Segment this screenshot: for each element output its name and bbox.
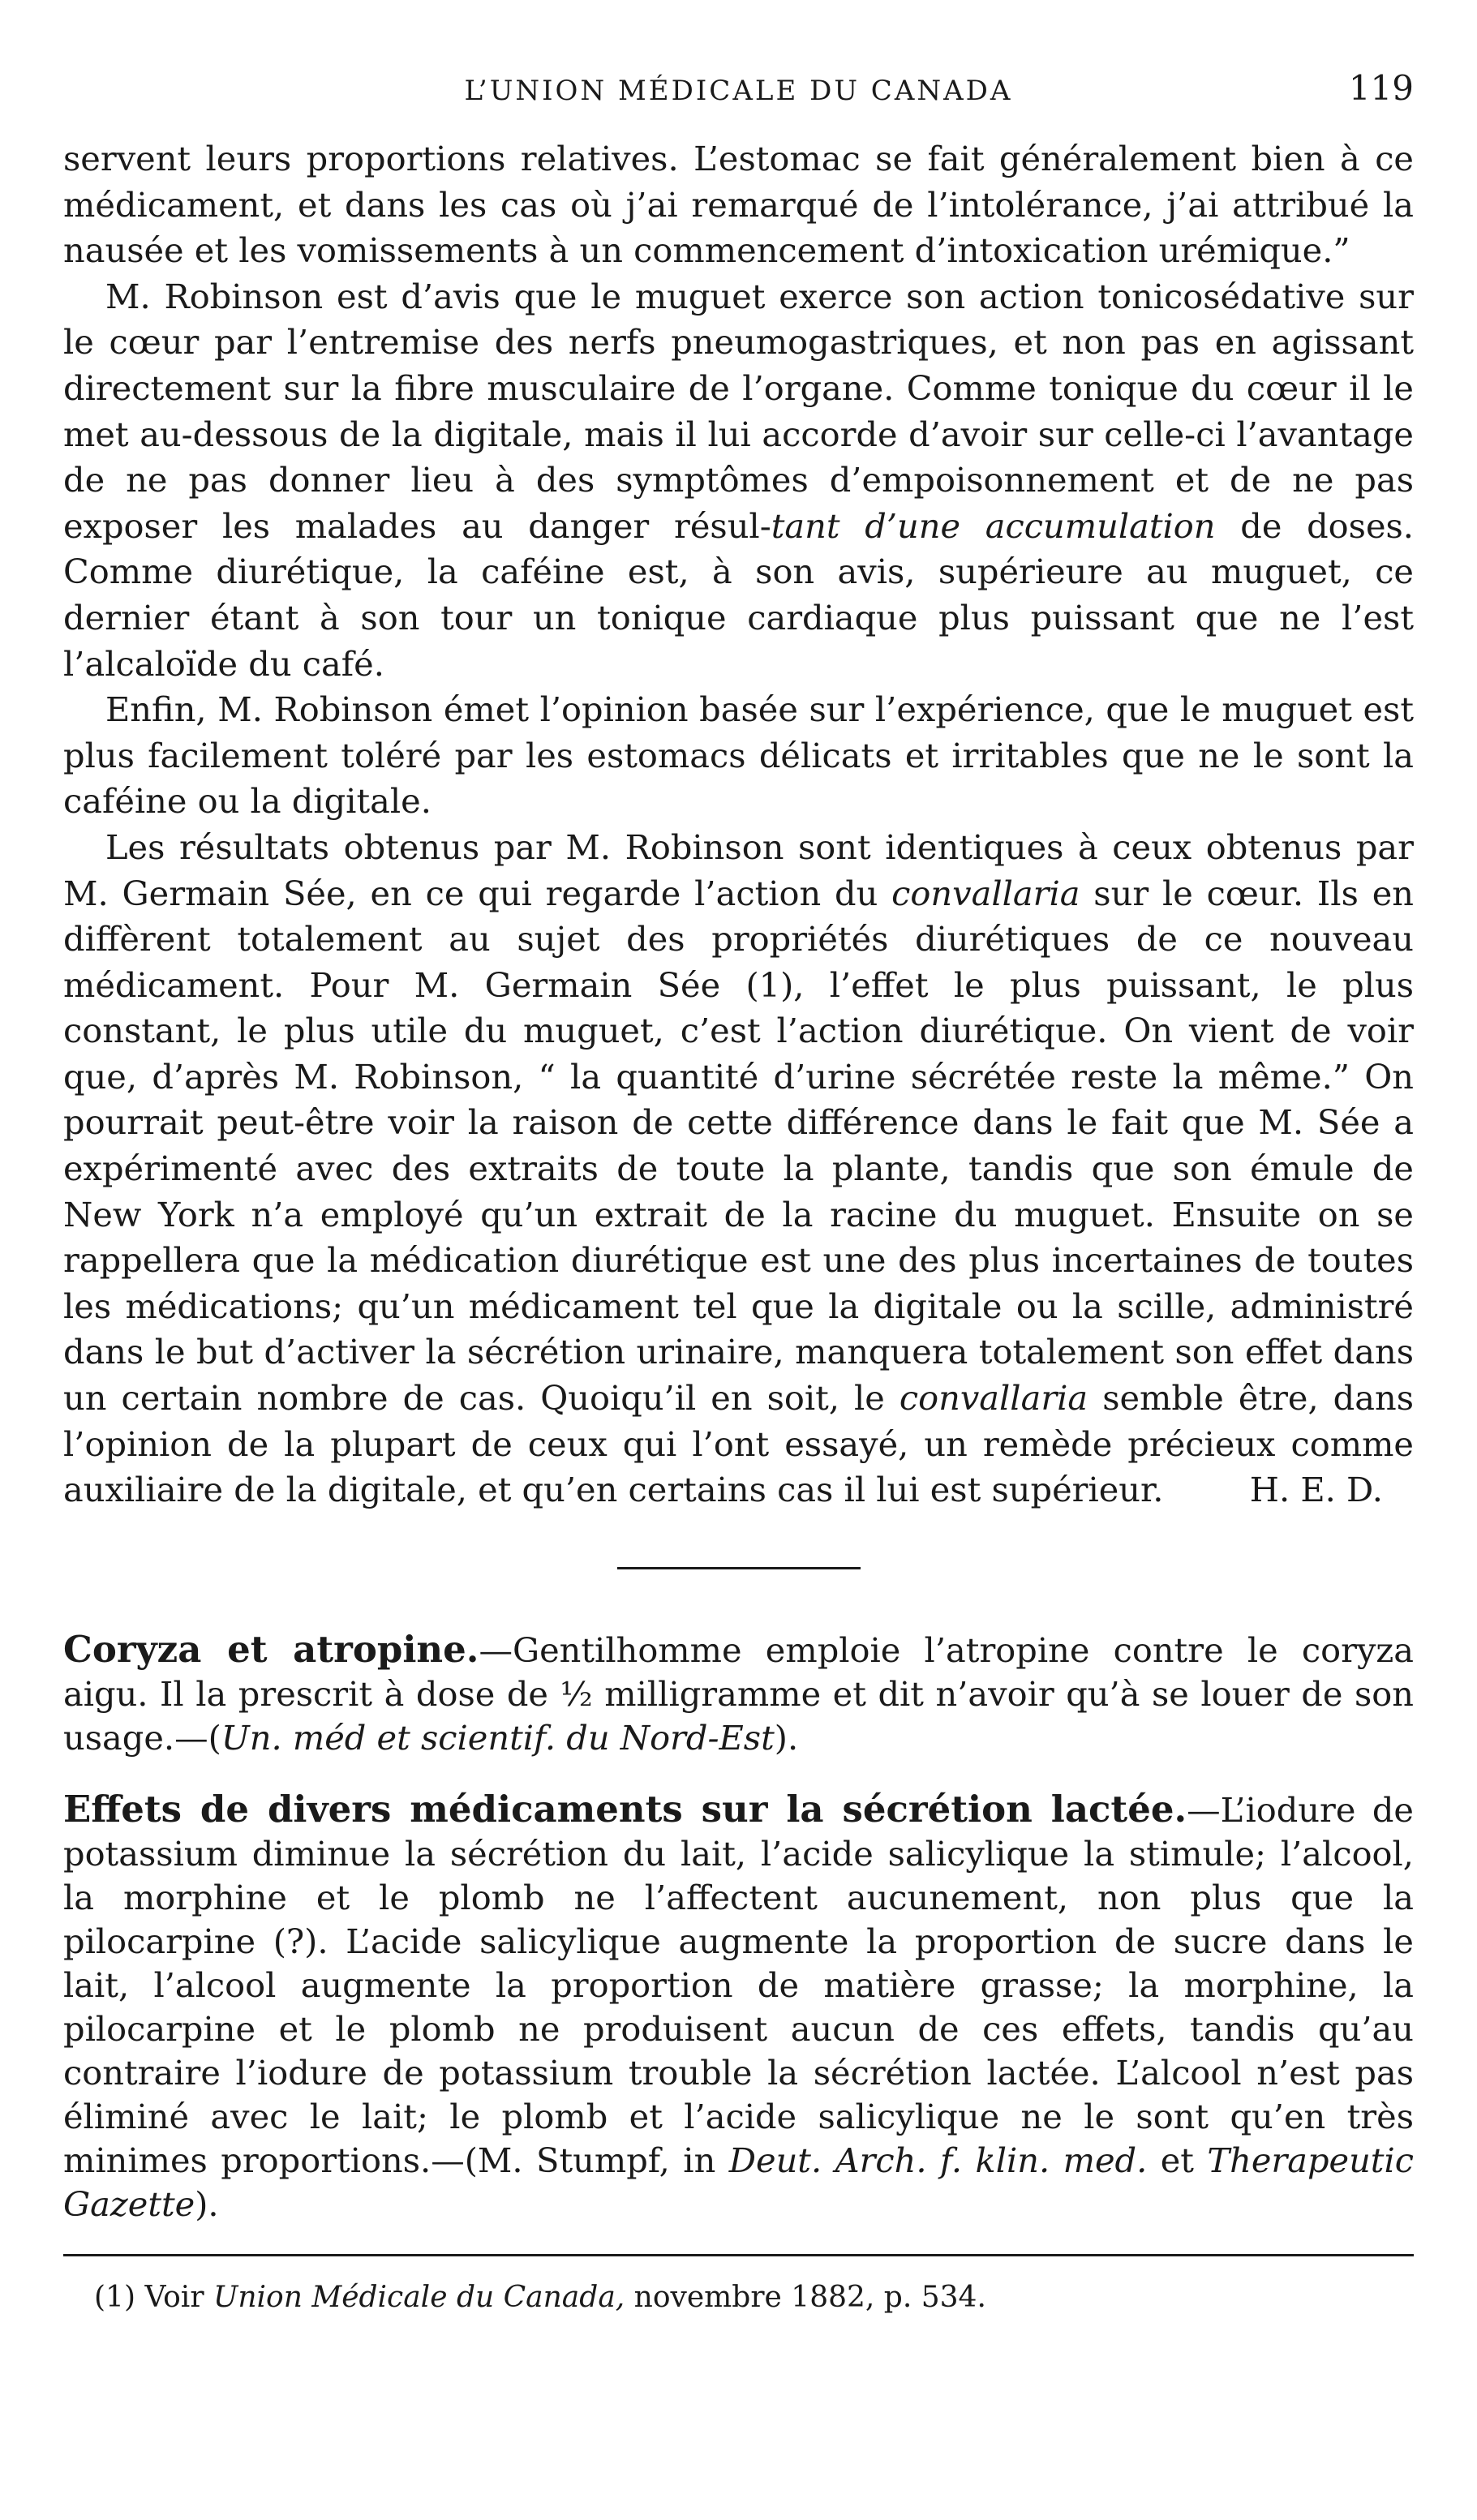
item-lactee (63, 1788, 1414, 2226)
paragraph-4-text-b: sur le cœur. Ils en diffèrent totalement au sujet des propriétés diurétiques de ce nouveau médicament. Pour M. Germain Sée (1), l’effet le plus puissant, le plus constant, le plus utile du muguet, c’est l’action diurétique. On vient de voir que, d’après M. Robinson, “ la quantité d’urine sécrétée reste la même.” On pourrait peut-être voir la raison de cette différence dans le fait que M. Sée a expérimenté avec des extraits de toute la plante, tandis que son émule de New York n’a employé qu’un extrait de la racine du muguet. Ensuite on se rappellera que la médication diurétique est une des plus incertaines de toutes les médications; qu’un médicament tel que la digitale ou la scille, administré dans le but d’activer la sécrétion urinaire, manquera totalement son effet dans un certain nombre de cas. Quoiqu’il en soit, le (63, 873, 1414, 1419)
footnote-italic: Union Médicale du Canada, (213, 2280, 625, 2314)
paragraph-4-italic-2: convallaria (899, 1378, 1088, 1419)
footnote-text-a: Voir (135, 2280, 213, 2314)
footnote (94, 2277, 1414, 2318)
running-title: L’UNION MÉDICALE DU CANADA (464, 75, 1013, 107)
paragraph-4-italic-1: convallaria (891, 873, 1080, 913)
paragraph-4-text-a: Les résultats obtenus par M. Robinson sont identiques à ceux obtenus par M. Germain Sée, en ce qui regarde l’action du (63, 826, 1414, 913)
footnote-text-b: novembre 1882, p. 534. (625, 2280, 986, 2314)
item-lactee-source-2: Therapeutic Gazette (63, 2140, 1414, 2224)
author-signature: H. E. D. (1249, 1470, 1383, 1510)
paragraph-3: Enfin, M. Robinson émet l’opinion basée sur l’expérience, que le muguet est plus facilement toléré par les estomacs délicats et irritables que ne le sont la caféine ou la digitale. (63, 689, 1414, 822)
paragraph-4 (63, 825, 1414, 1513)
item-coryza-text-b: ). (774, 1717, 799, 1758)
item-coryza-source: Un. méd et scientif. du Nord-Est (221, 1717, 775, 1758)
item-lactee-text-c: ). (195, 2183, 219, 2224)
page-number: 119 (1348, 68, 1414, 108)
paragraph-2-text-a: M. Robinson est d’avis que le muguet exerce son action tonicosédative sur le cœur par l’entremise des nerfs pneumogastriques, et non pas en agissant directement sur la fibre musculaire de l’organe. Comme tonique du cœur il le met au-dessous de la digitale, mais il lui accorde d’avoir sur celle-ci l’avantage de ne pas donner lieu à des symptômes d’empoisonnement et de ne pas exposer les malades au danger résul- (63, 276, 1414, 546)
paragraph-1: servent leurs proportions relatives. L’estomac se fait généralement bien à ce médicament, et dans les cas où j’ai remarqué de l’intolérance, j’ai attribué la nausée et les vomissements à un commencement d’intoxication urémique.” (63, 139, 1414, 271)
item-lactee-heading: Effets de divers médicaments sur la sécrétion lactée. (63, 1787, 1187, 1831)
section-divider (617, 1567, 861, 1569)
item-lactee-text-a: —L’iodure de potassium diminue la sécrétion du lait, l’acide salicylique la stimule; l’alcool, la morphine et le plomb ne l’affectent aucunement, non plus que la pilocarpine (?). L’acide salicylique augmente la proportion de sucre dans le lait, l’alcool augmente la proportion de matière grasse; la morphine, la pilocarpine et le plomb ne produisent aucun de ces effets, tandis qu’au contraire l’iodure de potassium trouble la sécrétion lactée. L’alcool n’est pas éliminé avec le lait; le plomb et l’acide salicylique ne le sont qu’en très minimes proportions.—(M. Stumpf, in (63, 1789, 1414, 2180)
footnote-marker: (1) (94, 2280, 135, 2314)
journal-page (63, 63, 1414, 2318)
footnote-divider (63, 2254, 1414, 2256)
paragraph-2-text-b: de doses. Comme diurétique, la caféine est, à son avis, supérieure au muguet, ce dernier étant à son tour un tonique cardiaque plus puissant que ne l’est l’alcaloïde du café. (63, 505, 1415, 684)
article-body (63, 136, 1414, 1513)
item-coryza (63, 1628, 1414, 1760)
paragraph-4-text-c: semble être, dans l’opinion de la plupart de ceux qui l’ont essayé, un remède précieux comme auxiliaire de la digitale, et qu’en certains cas il lui est supérieur. (63, 1378, 1415, 1510)
item-lactee-source-1: Deut. Arch. f. klin. med. (728, 2140, 1148, 2180)
item-coryza-heading: Coryza et atropine. (63, 1627, 479, 1671)
running-head (63, 63, 1414, 120)
paragraph-2-italic: tant d’une accumulation (771, 505, 1216, 546)
item-lactee-text-b: et (1147, 2140, 1208, 2180)
paragraph-2 (63, 274, 1414, 687)
item-coryza-text-a: —Gentilhomme emploie l’atropine contre le coryza aigu. Il la prescrit à dose de ½ milligramme et dit n’avoir qu’à se louer de son usage.—( (63, 1629, 1415, 1758)
